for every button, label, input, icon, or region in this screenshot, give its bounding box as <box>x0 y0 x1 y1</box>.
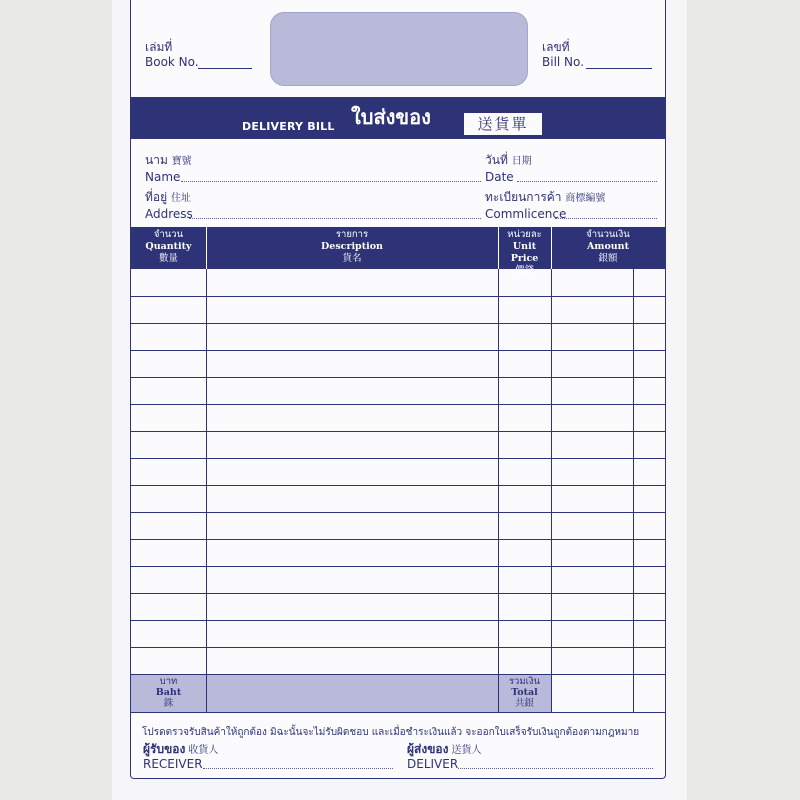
address-label-en: Address <box>145 207 193 221</box>
column-header-amount: จำนวนเงิน Amount 銀額 <box>586 229 630 264</box>
receiver-label-en: RECEIVER <box>143 757 203 771</box>
row-line <box>131 593 665 594</box>
deliver-signature-field[interactable] <box>458 768 653 769</box>
row-line <box>131 647 665 648</box>
column-line <box>551 269 552 674</box>
baht-label: บาท Baht 銖 <box>155 676 182 709</box>
bill-number-field[interactable] <box>586 68 652 69</box>
deliver-label-en: DELIVER <box>407 757 459 771</box>
delivery-bill-form <box>130 0 666 779</box>
column-line <box>633 269 634 674</box>
column-header-unit-price: หน่วยละ Unit Price 價錢 <box>507 229 542 276</box>
total-row-border <box>131 712 665 713</box>
trade-registration-label-en: Commlicence <box>485 207 567 221</box>
trade-registration-label-th: ทะเบียนการค้า 商標編號 <box>485 190 606 204</box>
total-amount-cell[interactable] <box>551 674 633 712</box>
book-number-label-th: เล่มที่ <box>145 40 173 54</box>
title-th: ใบส่งของ <box>351 105 431 129</box>
terms-note: โปรดตรวจรับสินค้าให้ถูกต้อง มิฉะนั้นจะไม่รับผิดชอบ และเมื่อชำระเงินแล้ว จะออกใบเสร็จรับเงินถูกต้องตามกฎหมาย <box>142 727 640 738</box>
row-line <box>131 323 665 324</box>
row-line <box>131 404 665 405</box>
date-label-th: วันที่ 日期 <box>485 153 532 167</box>
title-zh: 送貨單 <box>464 113 542 135</box>
row-line <box>131 674 665 675</box>
total-satang-cell[interactable] <box>634 674 665 712</box>
row-line <box>131 620 665 621</box>
address-field[interactable] <box>189 218 481 219</box>
receiver-label-th: ผู้รับของ 收貨人 <box>143 742 219 756</box>
row-line <box>131 377 665 378</box>
trade-registration-field[interactable] <box>555 218 657 219</box>
bill-number-label-th: เลขที่ <box>542 40 570 54</box>
name-field[interactable] <box>181 181 481 182</box>
book-number-label-en: Book No. <box>145 55 199 69</box>
column-header-description: รายการ Description 貨名 <box>321 229 383 264</box>
date-label-en: Date <box>485 170 514 184</box>
column-line <box>206 674 207 712</box>
row-line <box>131 539 665 540</box>
total-label: รวมเงิน Total 共銀 <box>508 676 541 709</box>
row-line <box>131 431 665 432</box>
date-field[interactable] <box>517 181 657 182</box>
bill-number-label-en: Bill No. <box>542 55 584 69</box>
row-line <box>131 458 665 459</box>
table-header <box>131 227 665 276</box>
row-line <box>131 512 665 513</box>
book-number-field[interactable] <box>198 68 252 69</box>
row-line <box>131 350 665 351</box>
column-line <box>498 269 499 674</box>
column-line <box>633 674 634 712</box>
address-label-th: ที่อยู่ 住址 <box>145 190 191 204</box>
column-line <box>551 674 552 712</box>
address-window <box>270 12 528 86</box>
deliver-label-th: ผู้ส่งของ 送貨人 <box>407 742 482 756</box>
receiver-signature-field[interactable] <box>203 768 393 769</box>
item-grid[interactable] <box>131 269 665 674</box>
row-line <box>131 296 665 297</box>
row-line <box>131 566 665 567</box>
row-line <box>131 485 665 486</box>
title-en: DELIVERY BILL <box>242 120 335 133</box>
name-label-en: Name <box>145 170 181 184</box>
name-label-th: นาม 寶號 <box>145 153 192 167</box>
column-header-quantity: จำนวน Quantity 數量 <box>145 229 192 264</box>
title-banner <box>131 97 665 139</box>
column-line <box>206 269 207 674</box>
